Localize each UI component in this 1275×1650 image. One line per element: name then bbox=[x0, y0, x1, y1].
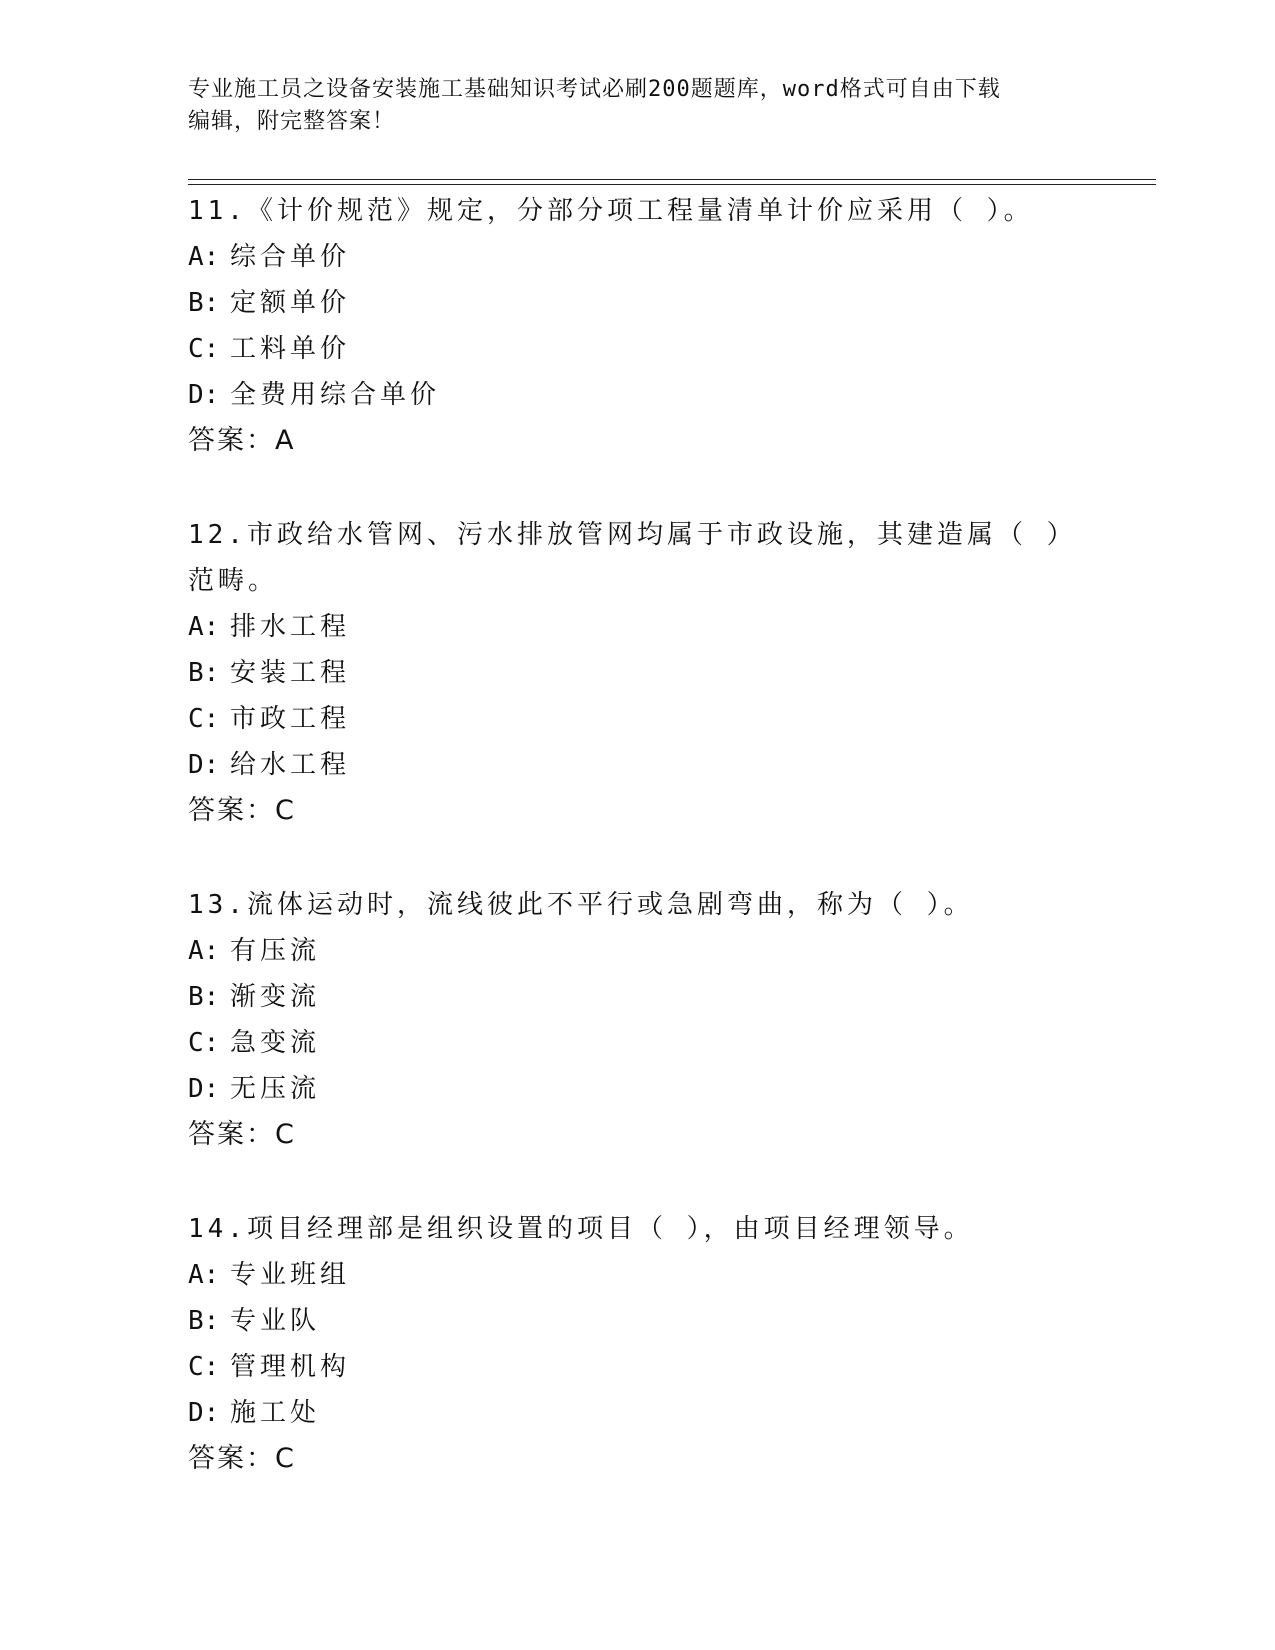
option-c bbox=[188, 326, 1088, 372]
question-text: 13.流体运动时，流线彼此不平行或急剧弯曲，称为（ ）。 bbox=[188, 890, 974, 920]
option-letter: D: bbox=[188, 1398, 220, 1428]
option-text: 定额单价 bbox=[230, 288, 351, 318]
option-d bbox=[188, 1066, 1088, 1112]
option-text: 渐变流 bbox=[230, 982, 321, 1012]
header-line-2: 编辑，附完整答案！ bbox=[188, 109, 396, 134]
option-letter: C: bbox=[188, 1352, 220, 1382]
option-letter: C: bbox=[188, 1028, 220, 1058]
option-d bbox=[188, 372, 1088, 418]
option-a bbox=[188, 604, 1088, 650]
option-b bbox=[188, 280, 1088, 326]
option-b bbox=[188, 974, 1088, 1020]
option-c bbox=[188, 696, 1088, 742]
option-a bbox=[188, 234, 1088, 280]
option-letter: A: bbox=[188, 936, 220, 966]
option-letter: A: bbox=[188, 242, 220, 272]
question-text: 11.《计价规范》规定，分部分项工程量清单计价应采用（ ）。 bbox=[188, 196, 1034, 226]
option-text: 急变流 bbox=[230, 1028, 321, 1058]
option-text: 全费用综合单价 bbox=[230, 380, 441, 410]
option-text: 安装工程 bbox=[230, 658, 351, 688]
option-text: 专业班组 bbox=[230, 1260, 351, 1290]
option-letter: D: bbox=[188, 750, 220, 780]
option-b bbox=[188, 1298, 1088, 1344]
question-11 bbox=[188, 188, 1088, 464]
header-line-1: 专业施工员之设备安装施工基础知识考试必刷200题题库，word格式可自由下载 bbox=[188, 77, 1001, 102]
option-c bbox=[188, 1344, 1088, 1390]
option-letter: A: bbox=[188, 612, 220, 642]
option-text: 管理机构 bbox=[230, 1352, 351, 1382]
header-divider-top bbox=[188, 179, 1156, 180]
option-text: 排水工程 bbox=[230, 612, 351, 642]
document-header bbox=[188, 74, 1088, 138]
answer-text: 答案：A bbox=[188, 425, 296, 456]
option-text: 综合单价 bbox=[230, 242, 351, 272]
option-d bbox=[188, 742, 1088, 788]
option-text: 市政工程 bbox=[230, 704, 351, 734]
question-13 bbox=[188, 882, 1088, 1158]
question-12 bbox=[188, 512, 1088, 834]
option-letter: B: bbox=[188, 658, 220, 688]
option-letter: B: bbox=[188, 288, 220, 318]
option-b bbox=[188, 650, 1088, 696]
option-c bbox=[188, 1020, 1088, 1066]
answer-text: 答案：C bbox=[188, 1119, 296, 1150]
option-letter: B: bbox=[188, 982, 220, 1012]
option-letter: A: bbox=[188, 1260, 220, 1290]
question-14 bbox=[188, 1206, 1088, 1482]
option-letter: D: bbox=[188, 380, 220, 410]
option-text: 工料单价 bbox=[230, 334, 351, 364]
question-text: 12.市政给水管网、污水排放管网均属于市政设施，其建造属（ ）范畴。 bbox=[188, 520, 1077, 596]
option-a bbox=[188, 928, 1088, 974]
option-text: 无压流 bbox=[230, 1074, 321, 1104]
option-letter: D: bbox=[188, 1074, 220, 1104]
option-letter: C: bbox=[188, 334, 220, 364]
answer-text: 答案：C bbox=[188, 1443, 296, 1474]
option-d bbox=[188, 1390, 1088, 1436]
option-text: 专业队 bbox=[230, 1306, 321, 1336]
header-divider-bottom bbox=[188, 184, 1156, 185]
option-text: 有压流 bbox=[230, 936, 321, 966]
option-text: 给水工程 bbox=[230, 750, 351, 780]
option-text: 施工处 bbox=[230, 1398, 321, 1428]
question-text: 14.项目经理部是组织设置的项目（ ），由项目经理领导。 bbox=[188, 1214, 974, 1244]
option-letter: C: bbox=[188, 704, 220, 734]
option-letter: B: bbox=[188, 1306, 220, 1336]
option-a bbox=[188, 1252, 1088, 1298]
answer-text: 答案：C bbox=[188, 795, 296, 826]
question-list bbox=[188, 188, 1088, 1530]
